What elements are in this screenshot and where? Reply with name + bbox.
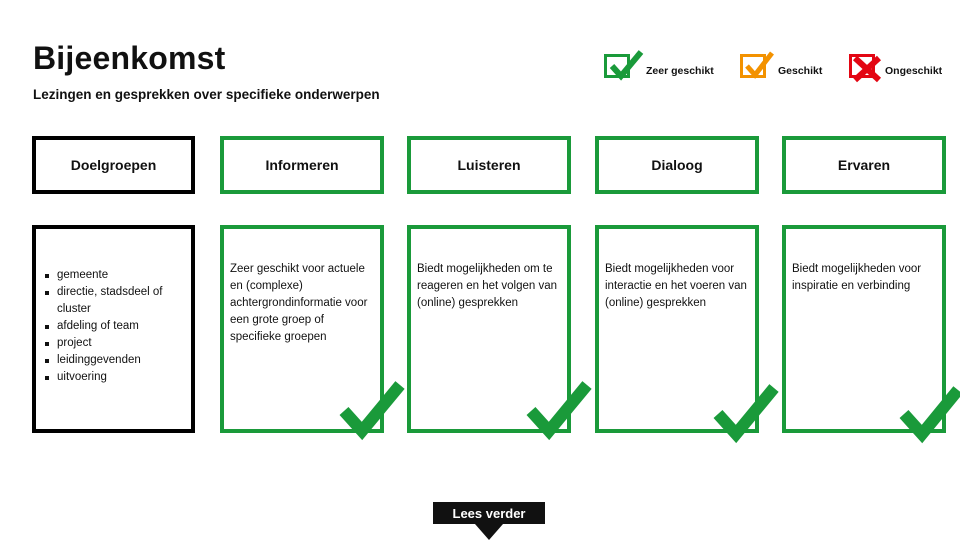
list-item: afdeling of team [57,318,187,335]
check-icon [710,378,782,448]
doelgroepen-list-box [32,225,195,433]
ervaren-text: Biedt mogelijkheden voor inspiratie en verbinding [792,263,922,292]
column-header-dialoog: Dialoog [595,136,759,194]
luisteren-text: Biedt mogelijkheden om te reageren en het volgen van (online) gesprekken [417,263,558,309]
list-item: directie, stadsdeel of cluster [57,284,187,318]
check-icon [740,48,774,84]
read-more-button[interactable]: Lees verder [433,502,545,524]
informeren-text: Zeer geschikt voor actuele en (complexe) achtergrondinformatie voor een grote groep of specifieke groepen [230,263,368,343]
list-item: gemeente [57,267,187,284]
check-icon [523,375,595,445]
doelgroepen-list [42,267,187,386]
check-icon [604,48,644,84]
cross-icon [849,48,885,84]
column-header-informeren: Informeren [220,136,384,194]
legend-label: Zeer geschikt [646,65,714,77]
list-item: leidinggevenden [57,352,187,369]
arrow-down-icon[interactable] [475,524,503,540]
legend-label: Geschikt [778,65,823,77]
page-subtitle: Lezingen en gesprekken over specifieke onderwerpen [33,87,380,102]
legend-label: Ongeschikt [885,65,943,77]
column-header-luisteren: Luisteren [407,136,571,194]
legend-zeer-geschikt [604,48,714,84]
legend-geschikt [740,48,830,84]
column-header-doelgroepen: Doelgroepen [32,136,195,194]
legend-ongeschikt [849,48,949,84]
page-title: Bijeenkomst [33,40,226,76]
list-item: uitvoering [57,369,187,386]
column-header-ervaren: Ervaren [782,136,946,194]
dialoog-text: Biedt mogelijkheden voor interactie en het voeren van (online) gesprekken [605,263,747,309]
check-icon [896,378,960,448]
check-icon [336,375,408,445]
list-item: project [57,335,187,352]
